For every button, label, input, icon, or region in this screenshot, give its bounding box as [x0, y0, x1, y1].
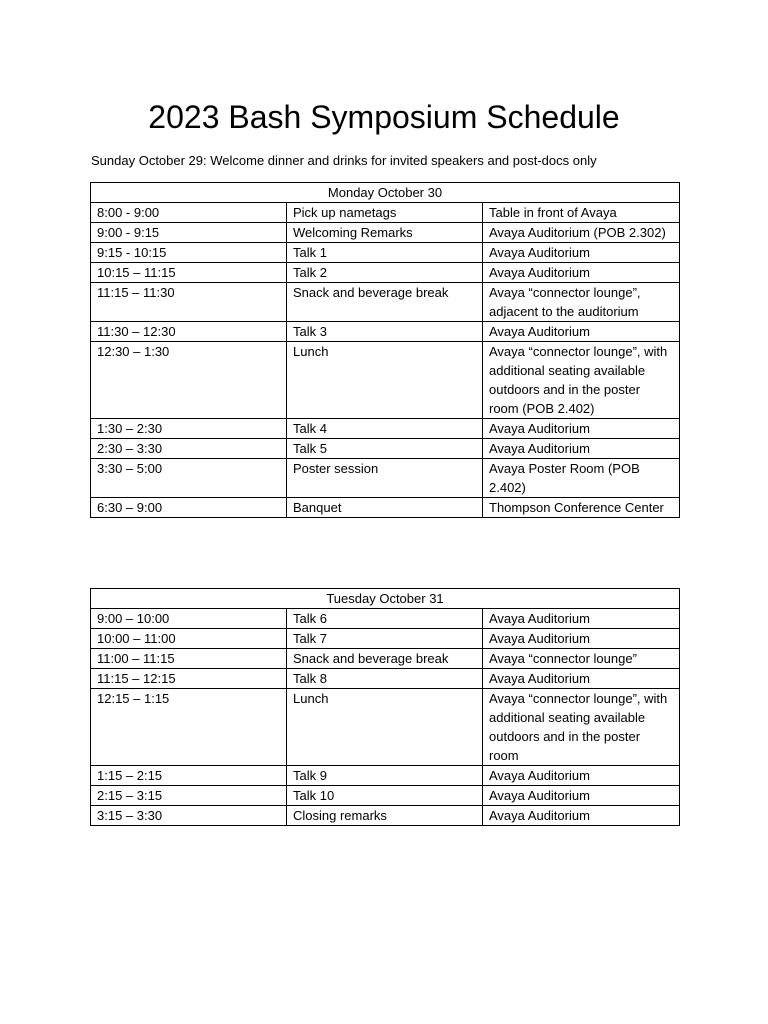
schedule-row [91, 786, 680, 806]
time-cell: 3:30 – 5:00 [91, 459, 287, 498]
time-cell: 9:00 – 10:00 [91, 609, 287, 629]
event-cell: Talk 5 [287, 439, 483, 459]
schedule-row [91, 669, 680, 689]
schedule-row [91, 223, 680, 243]
event-cell: Closing remarks [287, 806, 483, 826]
schedule-row [91, 322, 680, 342]
time-cell: 9:15 - 10:15 [91, 243, 287, 263]
time-cell: 11:30 – 12:30 [91, 322, 287, 342]
location-cell: Avaya Auditorium [483, 322, 680, 342]
location-cell: Avaya Auditorium [483, 243, 680, 263]
event-cell: Talk 10 [287, 786, 483, 806]
event-cell: Snack and beverage break [287, 283, 483, 322]
time-cell: 8:00 - 9:00 [91, 203, 287, 223]
schedule-row [91, 766, 680, 786]
location-cell: Avaya “connector lounge”, adjacent to the auditorium [483, 283, 680, 322]
location-cell: Avaya Auditorium [483, 806, 680, 826]
location-cell: Avaya “connector lounge” [483, 649, 680, 669]
event-cell: Lunch [287, 689, 483, 766]
event-cell: Lunch [287, 342, 483, 419]
time-cell: 2:15 – 3:15 [91, 786, 287, 806]
schedule-row [91, 629, 680, 649]
time-cell: 9:00 - 9:15 [91, 223, 287, 243]
location-cell: Avaya Auditorium [483, 419, 680, 439]
sunday-note: Sunday October 29: Welcome dinner and drinks for invited speakers and post-docs only [91, 153, 597, 168]
time-cell: 1:15 – 2:15 [91, 766, 287, 786]
event-cell: Poster session [287, 459, 483, 498]
day-heading: Tuesday October 31 [91, 589, 680, 609]
schedule-row [91, 203, 680, 223]
tuesday-schedule-table [90, 588, 680, 826]
event-cell: Talk 3 [287, 322, 483, 342]
location-cell: Avaya Auditorium (POB 2.302) [483, 223, 680, 243]
event-cell: Snack and beverage break [287, 649, 483, 669]
schedule-row [91, 806, 680, 826]
monday-schedule-table [90, 182, 680, 518]
schedule-row [91, 609, 680, 629]
schedule-row [91, 283, 680, 322]
location-cell: Avaya “connector lounge”, with additional seating available outdoors and in the poster room [483, 689, 680, 766]
location-cell: Avaya Poster Room (POB 2.402) [483, 459, 680, 498]
time-cell: 12:30 – 1:30 [91, 342, 287, 419]
location-cell: Avaya Auditorium [483, 263, 680, 283]
location-cell: Avaya Auditorium [483, 439, 680, 459]
event-cell: Welcoming Remarks [287, 223, 483, 243]
event-cell: Banquet [287, 498, 483, 518]
event-cell: Talk 8 [287, 669, 483, 689]
time-cell: 11:15 – 12:15 [91, 669, 287, 689]
schedule-row [91, 689, 680, 766]
time-cell: 10:00 – 11:00 [91, 629, 287, 649]
day-heading-row [91, 589, 680, 609]
time-cell: 12:15 – 1:15 [91, 689, 287, 766]
event-cell: Talk 4 [287, 419, 483, 439]
time-cell: 10:15 – 11:15 [91, 263, 287, 283]
location-cell: Thompson Conference Center [483, 498, 680, 518]
time-cell: 11:00 – 11:15 [91, 649, 287, 669]
location-cell: Avaya Auditorium [483, 669, 680, 689]
location-cell: Avaya Auditorium [483, 629, 680, 649]
event-cell: Talk 1 [287, 243, 483, 263]
time-cell: 3:15 – 3:30 [91, 806, 287, 826]
time-cell: 6:30 – 9:00 [91, 498, 287, 518]
schedule-row [91, 263, 680, 283]
location-cell: Avaya Auditorium [483, 766, 680, 786]
event-cell: Talk 7 [287, 629, 483, 649]
schedule-row [91, 439, 680, 459]
event-cell: Talk 6 [287, 609, 483, 629]
location-cell: Avaya Auditorium [483, 609, 680, 629]
event-cell: Pick up nametags [287, 203, 483, 223]
day-heading-row [91, 183, 680, 203]
page-title: 2023 Bash Symposium Schedule [148, 99, 620, 135]
schedule-row [91, 419, 680, 439]
schedule-row [91, 649, 680, 669]
location-cell: Avaya “connector lounge”, with additional seating available outdoors and in the poster room (POB 2.402) [483, 342, 680, 419]
event-cell: Talk 9 [287, 766, 483, 786]
time-cell: 1:30 – 2:30 [91, 419, 287, 439]
event-cell: Talk 2 [287, 263, 483, 283]
schedule-row [91, 243, 680, 263]
time-cell: 2:30 – 3:30 [91, 439, 287, 459]
schedule-row [91, 342, 680, 419]
location-cell: Table in front of Avaya [483, 203, 680, 223]
schedule-row [91, 459, 680, 498]
location-cell: Avaya Auditorium [483, 786, 680, 806]
time-cell: 11:15 – 11:30 [91, 283, 287, 322]
schedule-row [91, 498, 680, 518]
day-heading: Monday October 30 [91, 183, 680, 203]
